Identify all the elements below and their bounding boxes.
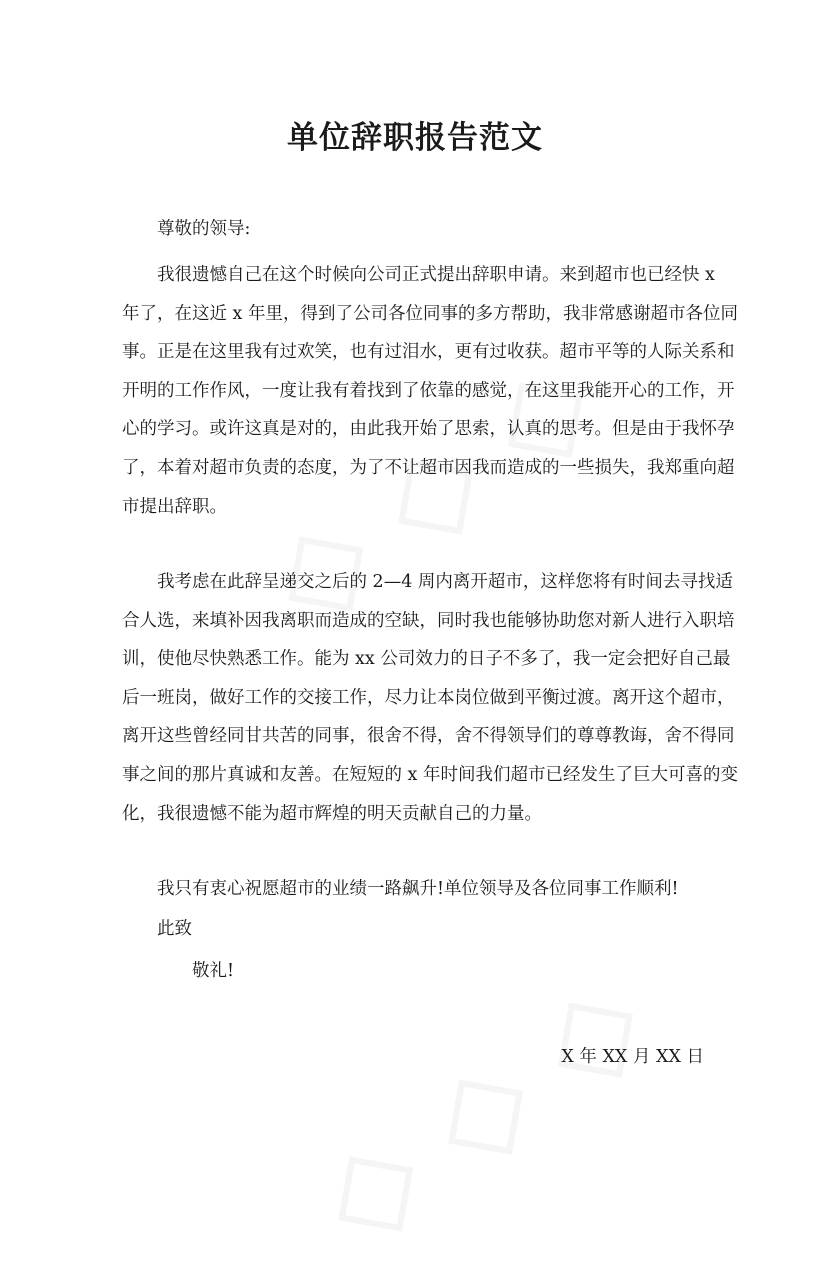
paragraph-line: 年了，在这近 x 年里，得到了公司各位同事的多方帮助，我非常感谢超市各位同 [122, 303, 738, 324]
closing-line-1: 此致 [157, 919, 192, 939]
paragraph-1 [122, 256, 738, 526]
salutation: 尊敬的领导: [157, 219, 251, 239]
closing-line-2: 敬礼! [192, 961, 235, 981]
paragraph-3 [122, 870, 708, 909]
paragraph-line: 后一班岗，做好工作的交接工作，尽力让本岗位做到平衡过渡。离开这个超市， [122, 687, 735, 708]
paragraph-line: 了，本着对超市负责的态度，为了不让超市因我而造成的一些损失，我郑重向超 [122, 457, 735, 478]
date-line: X 年 XX 月 XX 日 [561, 1047, 704, 1067]
paragraph-line: 我考虑在此辞呈递交之后的 2—4 周内离开超市，这样您将有时间去寻找适 [157, 572, 733, 592]
paragraph-line: 我只有衷心祝愿超市的业绩一路飙升!单位领导及各位同事工作顺利! [157, 879, 679, 899]
paragraph-line: 事。正是在这里我有过欢笑，也有过泪水，更有过收获。超市平等的人际关系和 [122, 342, 735, 363]
page-title: 单位辞职报告范文 [287, 120, 543, 156]
watermark-graphic [293, 949, 668, 1270]
paragraph-2 [122, 563, 738, 833]
paragraph-line: 离开这些曾经同甘共苦的同事，很舍不得，舍不得领导们的尊尊教诲，舍不得同 [122, 726, 735, 747]
paragraph-line: 训，使他尽快熟悉工作。能为 xx 公司效力的日子不多了，我一定会把好自己最 [122, 649, 731, 670]
paragraph-line: 化，我很遗憾不能为超市辉煌的明天贡献自己的力量。 [122, 803, 542, 824]
paragraph-line: 开明的工作作风，一度让我有着找到了依靠的感觉，在这里我能开心的工作，开 [122, 380, 735, 401]
paragraph-line: 合人选，来填补因我离职而造成的空缺，同时我也能够协助您对新人进行入职培 [122, 610, 735, 631]
paragraph-line: 我很遗憾自己在这个时候向公司正式提出辞职申请。来到超市也已经快 x [157, 265, 715, 285]
paragraph-line: 市提出辞职。 [122, 496, 227, 517]
paragraph-line: 心的学习。或许这真是对的，由此我开始了思索，认真的思考。但是由于我怀孕 [122, 419, 735, 440]
paragraph-line: 事之间的那片真诚和友善。在短短的 x 年时间我们超市已经发生了巨大可喜的变 [122, 764, 738, 785]
